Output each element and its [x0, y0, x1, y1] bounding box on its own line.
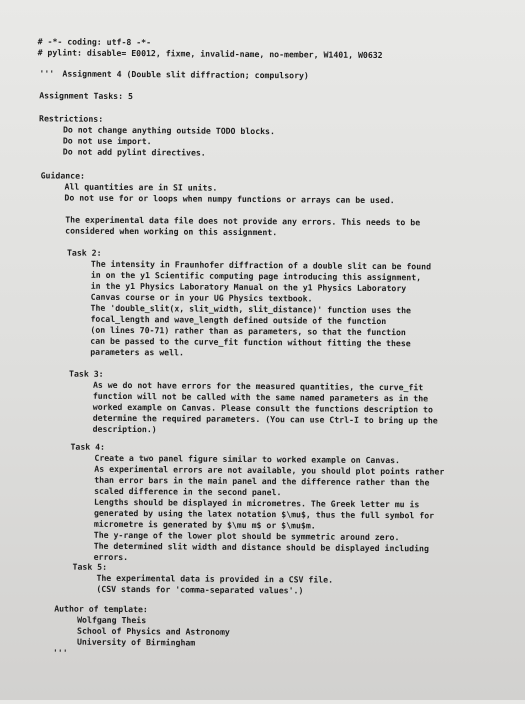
coding-comment: # -*- coding: utf-8 -*-	[37, 36, 152, 48]
task-line: As experimental errors are not available, you should plot points rather	[94, 463, 445, 477]
task-line: The determined slit width and distance should be displayed including	[93, 540, 429, 554]
author-line: Wolfgang Theis	[77, 614, 147, 626]
task-line: Canvas course or in your UG Physics textbook.	[90, 291, 313, 304]
guidance-note-line: The experimental data file does not provide any errors. This needs to be	[65, 214, 421, 228]
task-line: As we do not have errors for the measured quantities, the curve_fit	[92, 379, 424, 393]
task-line: than error bars in the main panel and the difference rather than the	[94, 474, 430, 488]
task-line: in the y1 Physics Laboratory Manual on the y1 Physics Laboratory	[90, 280, 407, 294]
task-line: Lengths should be displayed in micrometres. The Greek letter mu is	[94, 496, 420, 510]
author-line: University of Birmingham	[76, 636, 196, 648]
task-heading: Task 3:	[69, 368, 104, 379]
docstring-close-quotes: '''	[52, 647, 68, 658]
task-line: in on the y1 Scientific computing page introducing this assignment,	[90, 269, 422, 283]
docstring-open-quotes: '''	[39, 68, 55, 79]
guidance-line: Do not use for or loops when numpy functions or arrays can be used.	[64, 192, 395, 206]
author-line: School of Physics and Astronomy	[77, 625, 230, 637]
task-line: (CSV stands for 'comma-separated values'.)	[96, 583, 304, 596]
task-line: micrometre is generated by $\mu m$ or $\mu$m.	[93, 518, 316, 531]
restriction-line: Do not change anything outside TODO blocks.	[62, 124, 275, 137]
restriction-line: Do not add pylint directives.	[62, 146, 206, 158]
guidance-line: All quantities are in SI units.	[64, 181, 218, 193]
assignment-task-count: Assignment Tasks: 5	[39, 90, 133, 102]
guidance-heading: Guidance:	[40, 170, 86, 181]
task-line: The experimental data is provided in a CSV file.	[96, 572, 334, 585]
task-line: Create a two panel figure similar to worked example on Canvas.	[94, 452, 401, 466]
task-line: The y-range of the lower plot should be symmetric around zero.	[93, 529, 400, 543]
task-heading: Task 5:	[72, 561, 108, 572]
task-line: (on lines 70-71) rather than as parameters, so that the function	[90, 324, 406, 338]
task-line: can be passed to the curve_fit function without fitting the these	[90, 335, 411, 349]
task-line: generated by using the latex notation $\mu$, thus the full symbol for	[93, 507, 435, 521]
restriction-line: Do not use import.	[62, 135, 152, 147]
guidance-note-line: considered when working on this assignment.	[65, 225, 278, 238]
task-line: worked example on Canvas. Please consult the functions description to	[92, 401, 433, 415]
task-line: focal_length and wave_length defined outside of the function	[90, 313, 387, 327]
task-line: determine the required parameters. (You can use Ctrl-I to bring up the	[92, 412, 438, 426]
task-line: function will not be called with the same named parameters as in the	[92, 390, 429, 404]
author-heading: Author of template:	[54, 603, 148, 615]
task-heading: Task 2:	[66, 247, 102, 258]
task-line: parameters as well.	[90, 346, 184, 358]
task-line: errors.	[93, 551, 129, 563]
task-line: The 'double_slit(x, slit_width, slit_distance)' function uses the	[90, 302, 412, 316]
pylint-comment: # pylint: disable= E0012, fixme, invalid-name, no-member, W1401, W0632	[37, 47, 383, 61]
task-line: The intensity in Fraunhofer diffraction of a double slit can be found	[90, 258, 432, 272]
assignment-title: Assignment 4 (Double slit diffraction; compulsory)	[62, 68, 309, 81]
task-line: description.)	[92, 423, 157, 435]
restrictions-heading: Restrictions:	[39, 113, 104, 124]
task-line: scaled difference in the second panel.	[94, 485, 282, 498]
task-heading: Task 4:	[70, 441, 106, 452]
